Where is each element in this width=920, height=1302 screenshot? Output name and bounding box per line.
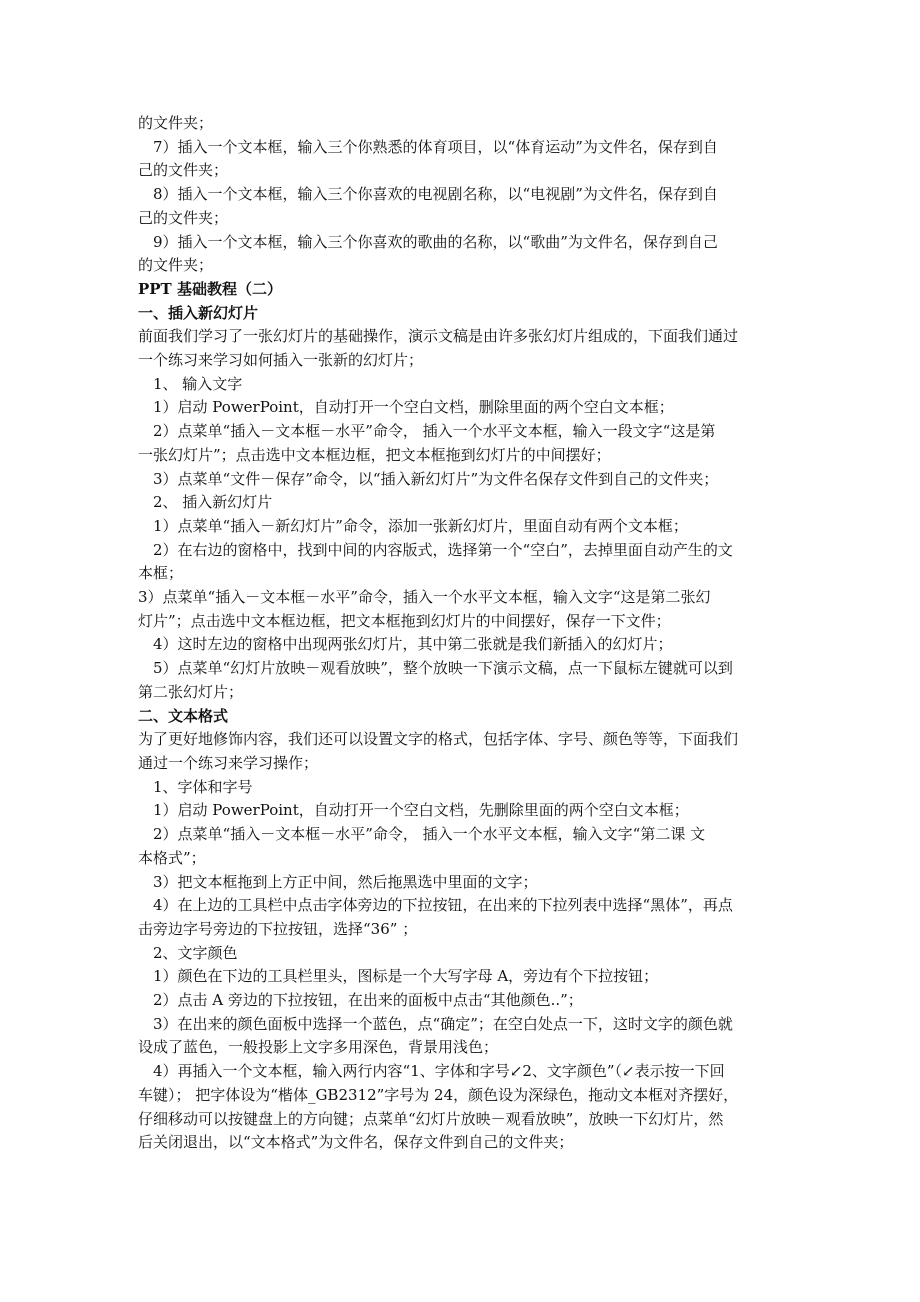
text-line: 1）启动 PowerPoint，自动打开一个空白文档，删除里面的两个空白文本框； [153,398,674,417]
text-line: 的文件夹； [138,256,214,275]
text-line: 的文件夹； [138,114,214,132]
text-line: 3）点菜单“文件－保存”命令，以“插入新幻灯片”为文件名保存文件到自己的文件夹； [153,469,719,488]
text-line: 7）插入一个文本框，输入三个你熟悉的体育项目，以“体育运动”为文件名，保存到自 [153,137,718,156]
text-line: 3）点菜单“插入－文本框－水平”命令，插入一个水平文本框，输入文字“这是第二张幻 [138,588,711,607]
text-line: 己的文件夹； [138,161,229,180]
text-line: 灯片”；点击选中文本框边框，把文本框拖到幻灯片的中间摆好，保存一下文件； [138,611,671,630]
text-line: 4）这时左边的窗格中出现两张幻灯片，其中第二张就是我们新插入的幻灯片； [153,635,673,654]
text-line: 通过一个练习来学习操作； [138,753,319,772]
text-line: 2、文字颜色 [153,943,238,962]
text-line: 仔细移动可以按键盘上的方向键；点菜单“幻灯片放映－观看放映”，放映一下幻灯片，然 [138,1109,724,1128]
text-line: 2）点菜单“插入－文本框－水平”命令， 插入一个水平文本框，输入一段文字“这是第 [153,422,716,441]
text-line: 本格式”； [138,848,206,867]
text-line: 1、字体和字号 [153,777,253,796]
text-line: 一个练习来学习如何插入一张新的幻灯片； [138,351,424,370]
text-line: 一张幻灯片”；点击选中文本框边框，把文本框拖到幻灯片的中间摆好； [138,445,611,464]
text-line: 己的文件夹； [138,208,229,227]
section-heading: 二、文本格式 [138,706,229,725]
text-line: 前面我们学习了一张幻灯片的基础操作，演示文稿是由许多张幻灯片组成的，下面我们通过 [138,327,739,346]
section-heading: PPT 基础教程（二） [138,279,282,298]
text-line: 2、 插入新幻灯片 [153,493,273,512]
text-line: 1、 输入文字 [153,374,243,393]
text-line: 2）在右边的窗格中，找到中间的内容版式，选择第一个“空白”，去掉里面自动产生的文 [153,540,733,559]
text-line: 设成了蓝色，一般投影上文字多用深色，背景用浅色； [138,1038,499,1057]
text-line: 本框； [138,564,184,583]
text-line: 后关闭退出，以“文本格式”为文件名，保存文件到自己的文件夹； [138,1133,574,1152]
text-line: 8）插入一个文本框，输入三个你喜欢的电视剧名称，以“电视剧”为文件名，保存到自 [153,185,718,204]
section-heading: 一、插入新幻灯片 [138,303,259,322]
text-line: 3）在出来的颜色面板中选择一个蓝色，点“确定”；在空白处点一下，这时文字的颜色就 [153,1014,733,1033]
text-line: 4）在上边的工具栏中点击字体旁边的下拉按钮，在出来的下拉列表中选择“黑体”，再点 [153,896,733,915]
text-line: 车键）； 把字体设为“楷体_GB2312”字号为 24，颜色设为深绿色，拖动文本框对齐摆好， [138,1085,739,1104]
text-line: 2）点菜单“插入－文本框－水平”命令， 插入一个水平文本框，输入文字“第二课 文 [153,825,706,844]
text-line: 1）启动 PowerPoint，自动打开一个空白文档，先删除里面的两个空白文本框； [153,801,689,820]
text-line: 3）把文本框拖到上方正中间，然后拖黑选中里面的文字； [153,872,538,891]
text-line: 击旁边字号旁边的下拉按钮，选择“36” ； [138,919,418,938]
text-line: 9）插入一个文本框，输入三个你喜欢的歌曲的名称，以“歌曲”为文件名，保存到自己 [153,232,718,251]
text-line: 2）点击 A 旁边的下拉按钮，在出来的面板中点击“其他颜色..”； [153,991,583,1010]
document-body [138,112,782,1155]
text-line: 1）点菜单“插入－新幻灯片”命令，添加一张新幻灯片，里面自动有两个文本框； [153,516,688,535]
text-line: 1）颜色在下边的工具栏里头，图标是一个大写字母 A，旁边有个下拉按钮； [153,967,659,986]
text-line: 5）点菜单“幻灯片放映－观看放映”，整个放映一下演示文稿，点一下鼠标左键就可以到 [153,659,733,678]
text-line: 第二张幻灯片； [138,682,244,701]
text-line: 为了更好地修饰内容，我们还可以设置文字的格式，包括字体、字号、颜色等等，下面我们 [138,730,739,749]
text-line: 4）再插入一个文本框，输入两行内容“1、字体和字号↙2、文字颜色”（↙表示按一下回 [153,1062,725,1081]
